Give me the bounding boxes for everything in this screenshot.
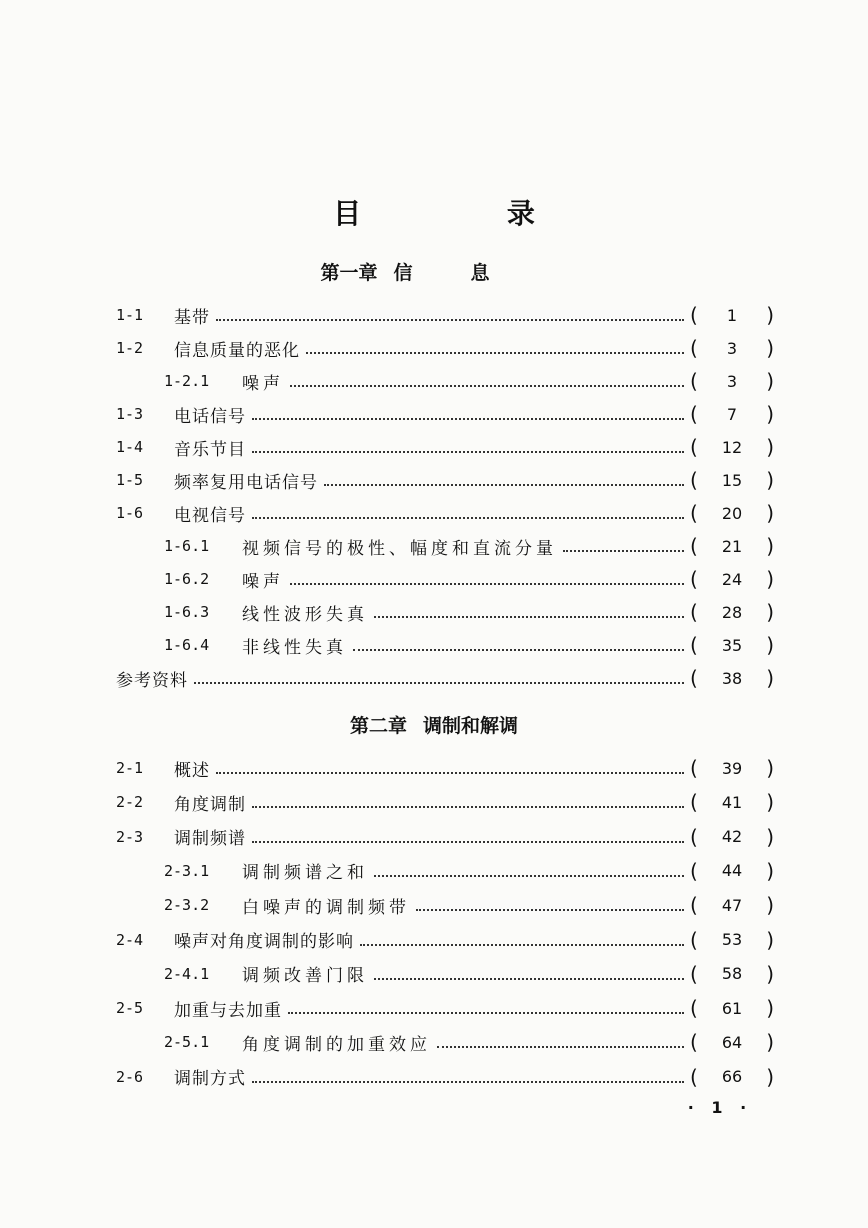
toc-entry [116,822,774,852]
dot-leader [216,770,684,774]
entry-page: 24 [721,569,743,589]
close-paren: ) [766,756,774,780]
dot-leader [252,449,684,453]
entry-number: 1-1 [116,306,144,324]
open-paren: ( [690,927,698,952]
chapter-heading [0,711,868,738]
open-paren: ( [690,1064,698,1089]
dot-leader [416,907,684,911]
entry-page: 21 [721,536,743,556]
dot-leader [216,317,684,321]
entry-page: 20 [721,503,743,523]
dot-leader [252,839,684,843]
entry-label: 角度调制的加重效应 [242,1034,431,1055]
entry-page: 3 [726,371,738,391]
toc-entry [164,564,774,594]
entry-label: 参考资料 [116,670,188,691]
entry-page: 58 [721,964,743,984]
chapter-number: 第一章 [320,262,378,284]
open-paren: ( [690,756,698,780]
close-paren: ) [766,1030,774,1055]
toc-entry [164,890,774,920]
entry-label: 调频改善门限 [242,966,368,987]
entry-number: 1-2.1 [164,372,210,390]
entry-label: 调制频谱 [174,829,246,850]
open-paren: ( [690,303,698,327]
close-paren: ) [766,633,774,657]
entry-page: 66 [721,1067,743,1087]
entry-page: 28 [721,602,743,622]
toc-entry [164,856,774,886]
open-paren: ( [690,336,698,360]
entry-page-ref [690,501,774,525]
entry-page-ref [690,369,774,393]
entry-number: 2-6 [116,1067,144,1086]
chapter-number: 第二章 [349,715,407,737]
entry-label: 电话信号 [174,406,246,427]
dot-leader [252,804,684,808]
entry-page-ref [690,402,774,426]
entry-label: 信息质量的恶化 [174,340,300,361]
toc-entry [116,498,774,528]
toc-entry [116,399,774,429]
entry-number: 1-6.3 [164,603,210,621]
dot-leader [374,614,684,618]
entry-number: 2-4 [116,930,144,949]
entry-page-ref [690,567,774,591]
close-paren: ) [766,858,774,883]
entry-page-ref [690,928,774,952]
entry-label: 调制频谱之和 [242,863,368,884]
entry-label: 视频信号的极性、幅度和直流分量 [242,538,557,559]
close-paren: ) [766,961,774,986]
open-paren: ( [690,666,698,690]
entry-label: 非线性失真 [242,637,347,658]
entry-page-ref [690,962,774,986]
entry-label: 基带 [174,307,210,328]
entry-label: 噪声 [242,373,284,394]
dot-leader [252,515,684,519]
open-paren: ( [690,858,698,883]
toc-entry [164,597,774,627]
toc-entry [116,300,774,330]
entry-label: 线性波形失真 [242,604,368,625]
toc-entry [164,630,774,660]
dot-leader [563,548,684,552]
toc-entry [164,531,774,561]
dot-leader [324,482,684,486]
entry-page: 47 [721,895,743,915]
toc-entry [116,753,774,783]
open-paren: ( [690,468,698,492]
entry-page-ref [690,859,774,883]
toc-entry [116,1062,774,1092]
dot-leader [374,976,684,980]
toc-entry [116,432,774,462]
entry-number: 1-6.4 [164,636,210,654]
page-title: 目 录 [333,197,603,230]
toc-entry [116,465,774,495]
open-paren: ( [690,369,698,393]
entry-number: 1-6.2 [164,570,210,588]
open-paren: ( [690,534,698,558]
dot-leader [290,383,684,387]
entry-label: 电视信号 [174,505,246,526]
entry-page: 42 [721,827,743,847]
dot-leader [437,1044,684,1048]
toc-entry [164,959,774,989]
entry-number: 1-4 [116,438,144,456]
entry-number: 2-3.2 [164,896,210,915]
close-paren: ) [766,790,774,815]
close-paren: ) [766,435,774,459]
entry-page: 38 [721,668,743,688]
toc-entry [116,787,774,817]
dot-leader [194,680,684,684]
entry-page-ref [690,534,774,558]
open-paren: ( [690,600,698,624]
entry-page-ref [690,435,774,459]
close-paren: ) [766,303,774,327]
entry-page: 12 [721,437,743,457]
open-paren: ( [690,961,698,986]
close-paren: ) [766,666,774,690]
entry-page: 39 [721,758,743,778]
close-paren: ) [766,893,774,918]
entry-number: 2-5.1 [164,1033,210,1052]
entry-page-ref [690,893,774,917]
close-paren: ) [766,824,774,849]
entry-label: 噪声对角度调制的影响 [174,932,354,952]
entry-page: 15 [721,470,743,490]
toc-entry [116,333,774,363]
entry-number: 1-2 [116,339,144,357]
entry-number: 2-5 [116,999,144,1018]
toc-entry [164,366,774,396]
close-paren: ) [766,567,774,591]
open-paren: ( [690,402,698,426]
open-paren: ( [690,1030,698,1055]
open-paren: ( [690,435,698,459]
open-paren: ( [690,501,698,525]
entry-label: 概述 [174,760,210,781]
dot-leader [374,873,684,877]
close-paren: ) [766,534,774,558]
dot-leader [306,350,684,354]
toc-entry [116,993,774,1023]
entry-page-ref [690,790,774,814]
entry-number: 2-4.1 [164,964,210,983]
entry-page: 3 [726,338,738,358]
close-paren: ) [766,336,774,360]
open-paren: ( [690,824,698,849]
close-paren: ) [766,402,774,426]
chapter-heading [0,258,868,285]
entry-label: 调制方式 [174,1069,246,1090]
entry-page-ref [690,825,774,849]
entry-page-ref [690,996,774,1020]
entry-page-ref [690,1065,774,1089]
open-paren: ( [690,893,698,918]
toc-entry [164,1027,774,1057]
entry-number: 2-2 [116,793,144,812]
dot-leader [353,647,684,651]
entry-page: 41 [721,792,743,812]
entry-page: 53 [721,930,743,949]
entry-page: 64 [721,1032,743,1052]
open-paren: ( [690,567,698,591]
entry-page-ref [690,600,774,624]
close-paren: ) [766,600,774,624]
dot-leader [290,581,684,585]
close-paren: ) [766,1064,774,1089]
entry-page: 44 [721,861,743,881]
open-paren: ( [690,633,698,657]
entry-number: 1-6.1 [164,537,210,555]
close-paren: ) [766,996,774,1021]
entry-number: 2-3.1 [164,861,210,880]
entry-page-ref [690,666,774,690]
entry-page: 61 [721,998,743,1018]
entry-page: 35 [721,635,743,655]
entry-label: 角度调制 [174,794,246,815]
entry-page-ref [690,1030,774,1054]
dot-leader [288,1010,684,1014]
entry-label: 白噪声的调制频带 [242,897,410,918]
entry-label: 音乐节目 [174,439,246,460]
close-paren: ) [766,501,774,525]
chapter-title: 调制和解调 [423,715,519,737]
entry-label: 频率复用电话信号 [174,472,318,493]
entry-number: 1-6 [116,504,144,522]
entry-number: 1-5 [116,471,144,489]
entry-page-ref [690,336,774,360]
entry-label: 加重与去加重 [174,1000,282,1021]
close-paren: ) [766,927,774,952]
dot-leader [360,942,684,946]
open-paren: ( [690,790,698,815]
close-paren: ) [766,468,774,492]
dot-leader [252,416,684,420]
dot-leader [252,1079,684,1083]
page-number: · 1 · [687,1098,753,1117]
entry-page-ref [690,303,774,327]
toc-entry [116,925,774,955]
toc-entry [116,663,774,693]
entry-page-ref [690,756,774,780]
entry-number: 1-3 [116,405,144,423]
entry-label: 噪声 [242,571,284,592]
entry-number: 2-3 [116,827,144,846]
entry-number: 2-1 [116,759,144,777]
entry-page-ref [690,468,774,492]
open-paren: ( [690,996,698,1021]
close-paren: ) [766,369,774,393]
entry-page-ref [690,633,774,657]
chapter-title: 信息 [393,262,548,284]
entry-page: 7 [726,404,738,424]
entry-page: 1 [726,305,738,325]
